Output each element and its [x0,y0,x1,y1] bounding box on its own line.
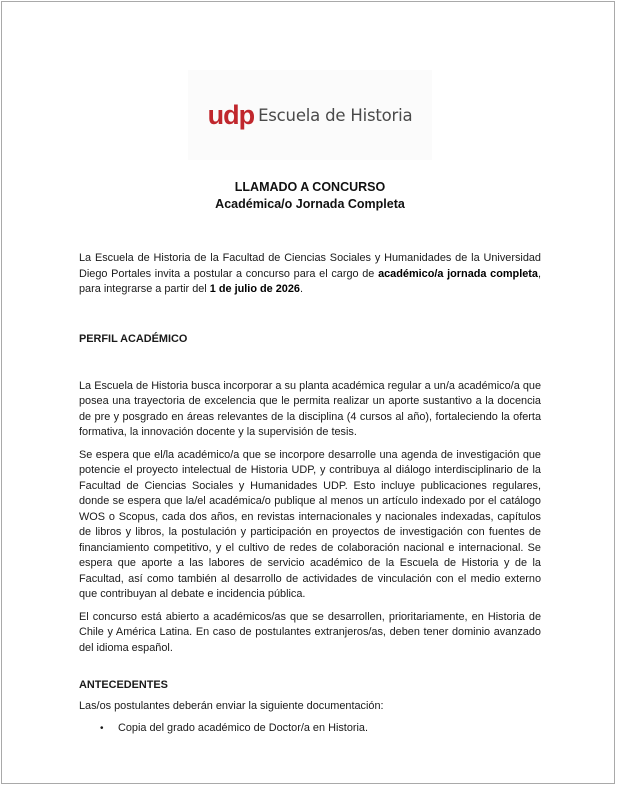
intro-text-before: La Escuela de Historia de la Facultad de Ciencias Sociales y Humanidades de la Universidad Diego Portales invita a postular a concurso para el cargo de [79,252,541,280]
udp-logo [188,70,432,160]
perfil-paragraph-3: El concurso está abierto a académicos/as que se desarrollen, prioritariamente, en Historia de Chile y América Latina. En caso de postulantes extranjeros/as, deben tener dominio avanzado del idioma español. [79,610,541,654]
list-item-text: Copia del grado académico de Doctor/a en Historia. [118,721,369,734]
title-line-2: Académica/o Jornada Completa [215,197,405,211]
document-body [79,251,541,736]
logo-mark: udp [207,99,255,130]
title-line-1: LLAMADO A CONCURSO [234,180,386,194]
bullet-icon: • [100,722,104,734]
antecedentes-list [79,721,541,737]
perfil-paragraph-1: La Escuela de Historia busca incorporar a su planta académica regular a un/a académico/a que posea una trayectoria de excelencia que le permita realizar un aporte sustantivo a la docencia de pre y posgrado en áreas relevantes de la disciplina (4 cursos al año), fortaleciendo la oferta formativa, la innovación docente y la supervisión de tesis. [79,379,541,438]
list-item [100,721,541,737]
perfil-heading: PERFIL ACADÉMICO [79,332,188,345]
logo-name: Escuela de Historia [258,105,413,125]
perfil-paragraph-2: Se espera que el/la académico/a que se incorpore desarrolle una agenda de investigación que potencie el proyecto intelectual de Historia UDP, y contribuya al diálogo interdisciplinario de la Facultad de Ciencias Sociales y Humanidades UDP. Esto incluye publicaciones regulares, donde se espera que la/el académica/o publique al menos un artículo indexado por el catálogo WOS o Scopus, cada dos años, en revistas internacionales y nacionales indexadas, capítulos de libros y libros, la postulación y participación en proyectos de investigación con fuentes de financiamiento competitivo, y el cultivo de redes de colaboración nacional e internacional. Se espera que aporte a las labores de servicio académico de la Escuela de Historia y de la Facultad, así como también al desarrollo de actividades de vinculación con el medio externo que contribuyan al debate e incidencia pública. [79,448,541,600]
antecedentes-heading: ANTECEDENTES [79,679,168,691]
intro-date: 1 de julio de 2026 [209,283,300,295]
intro-paragraph [79,251,541,298]
document-title [2,179,618,213]
intro-text-after: . [299,283,303,295]
document-page [1,1,615,784]
antecedentes-intro: Las/os postulantes deberán enviar la siguiente documentación: [79,700,384,712]
intro-position: académico/a jornada completa [378,267,538,280]
intro-text-middle: , para integrarse a partir del [79,267,541,295]
